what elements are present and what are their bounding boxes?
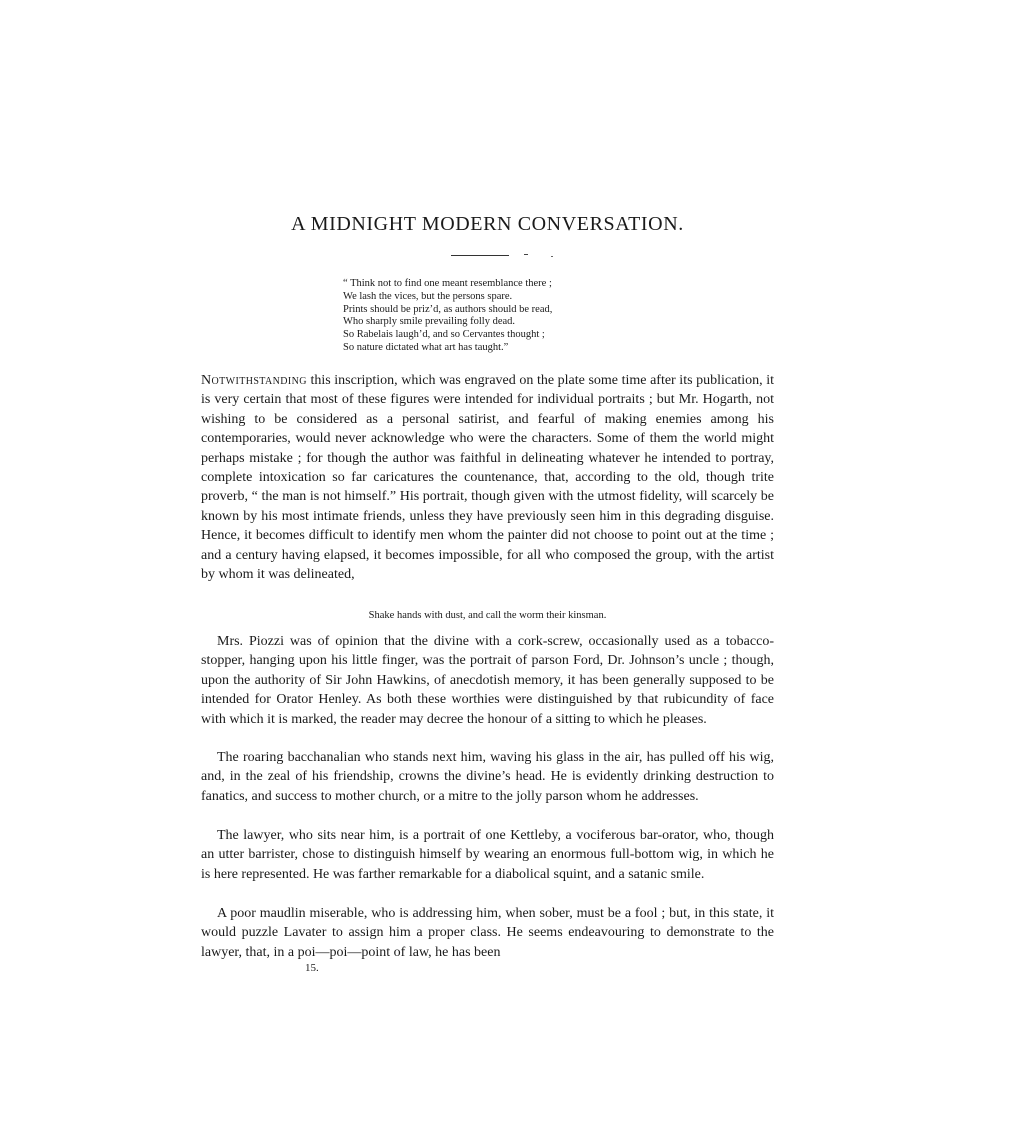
epigraph-line: “ Think not to find one meant resemblance there ; <box>343 278 552 289</box>
title-divider-dot <box>524 254 528 255</box>
paragraph-3: The roaring bacchanalian who stands next him, waving his glass in the air, has pulled off his wig, and, in the zeal of his friendship, crowns the divine’s head. He is evidently drinking destruction to fanatics, and success to mother church, or a mitre to the jolly parson whom he addresses. <box>201 750 774 804</box>
paragraph-1 <box>201 371 774 584</box>
page-title: A MIDNIGHT MODERN CONVERSATION. <box>291 213 684 235</box>
paragraph-1-text: this inscription, which was engraved on the plate some time after its publication, it is very certain that most of these figures were intended for individual portraits ; but Mr. Hogarth, not wishing to be considered as a personal satirist, and fearful of making enemies among his contemporaries, would never acknowledge who were the characters. Some of them the world might perhaps mistake ; for though the author was faithful in delineating whatever he intended to portray, complete intoxication so far caricatures the countenance, that, according to the old, though trite proverb, “ the man is not himself.” His portrait, though given with the utmost fidelity, will scarcely be known by his most intimate friends, unless they have previously seen him in this degrading disguise. Hence, it becomes difficult to identify men whom the painter did not choose to point out at the time ; and a century having elapsed, it becomes impossible, for all who composed the group, with the artist by whom it was delineated, <box>201 373 774 583</box>
paragraph-lead-word: Notwithstanding <box>201 373 307 388</box>
epigraph <box>343 278 663 355</box>
quoted-verse-line: Shake hands with dust, and call the worm their kinsman. <box>368 610 607 621</box>
paragraph-4: The lawyer, who sits near him, is a portrait of one Kettleby, a vociferous bar-orator, who, though an utter barrister, chose to distinguish himself by wearing an enormous full-bottom wig, in which he is here represented. He was farther remarkable for a diabolical squint, and a satanic smile. <box>201 828 774 882</box>
paragraph-5: A poor maudlin miserable, who is addressing him, when sober, must be a fool ; but, in this state, it would puzzle Lavater to assign him a proper class. He seems endeavouring to demonstrate to the lawyer, that, in a poi—poi—point of law, he has been <box>201 906 774 960</box>
epigraph-line: We lash the vices, but the persons spare. <box>343 290 513 302</box>
signature-mark: 15. <box>305 962 319 974</box>
epigraph-line: Who sharply smile prevailing folly dead. <box>343 316 516 328</box>
title-divider-dot <box>551 256 553 257</box>
epigraph-line: So nature dictated what art has taught.” <box>343 341 509 353</box>
epigraph-line: So Rabelais laugh’d, and so Cervantes thought ; <box>343 329 545 341</box>
title-divider <box>451 255 509 256</box>
paragraph-2: Mrs. Piozzi was of opinion that the divine with a cork-screw, occasionally used as a tobacco-stopper, hanging upon his little finger, was the portrait of parson Ford, Dr. Johnson’s uncle ; though, upon the authority of Sir John Hawkins, of anecdotish memory, it has been generally supposed to be intended for Orator Henley. As both these worthies were distinguished by that rubicundity of face with which it is marked, the reader may decree the honour of a sitting to which he pleases. <box>201 634 774 727</box>
epigraph-line: Prints should be priz’d, as authors should be read, <box>343 303 553 315</box>
